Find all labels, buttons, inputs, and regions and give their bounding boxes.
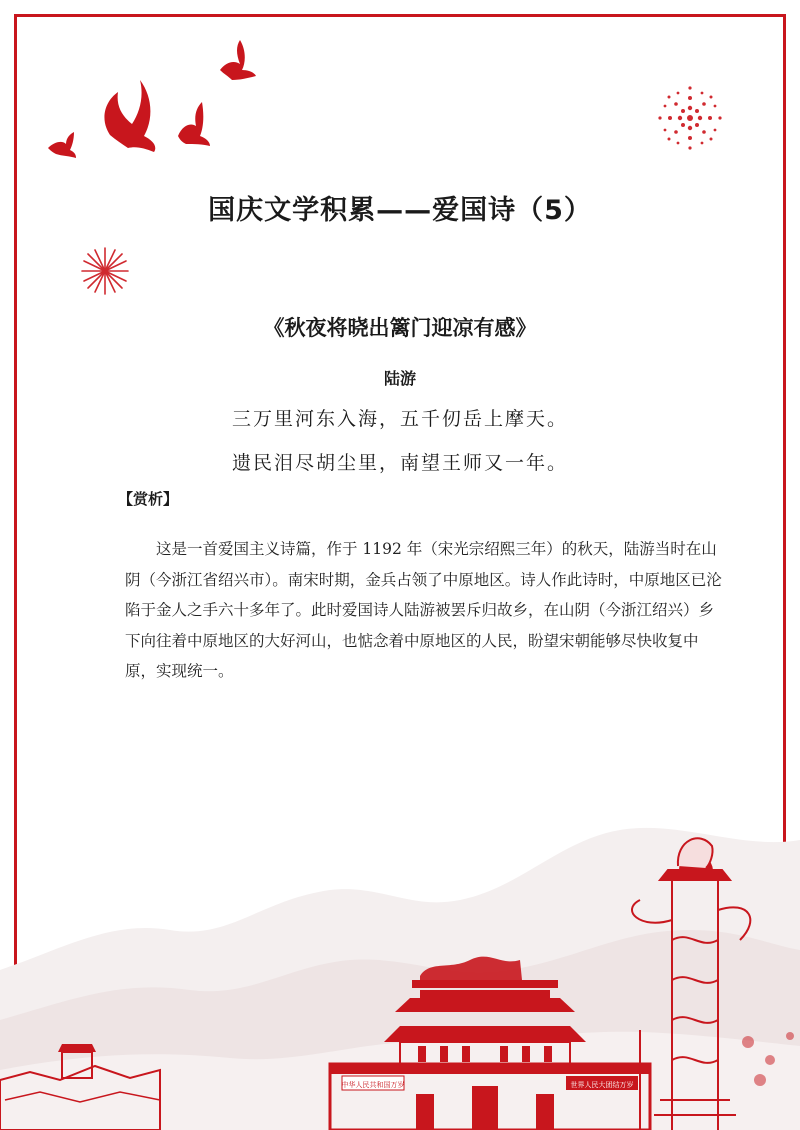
poem-line: 遗民泪尽胡尘里，南望王师又一年。 (231, 452, 568, 474)
poem-author: 陆游 (383, 369, 416, 388)
firework-icon (656, 84, 724, 152)
poem-line: 三万里河东入海，五千仞岳上摩天。 (231, 408, 568, 430)
tiananmen-landscape-illustration (0, 780, 800, 1130)
analysis-paragraph: 这是一首爱国主义诗篇，作于 1192 年（宋光宗绍熙三年）的秋天，陆游当时在山阴（今浙江省绍兴市）。南宋时期，金兵占领了中原地区。诗人作此诗时，中原地区已沦陷于金人之手六十多年了。此时爱国诗人陆游被罢斥归故乡，在山阴（今浙江绍兴）乡下向往着中原地区的大好河山，也惦念着中原地区的人民，盼望宋朝能够尽快收复中原，实现统一。 (125, 540, 722, 680)
starburst-icon (80, 246, 130, 296)
doves-icon (40, 40, 280, 170)
analysis-heading: 【赏析】 (118, 490, 179, 508)
poem-title: 《秋夜将晓出篱门迎凉有感》 (263, 316, 537, 340)
banner-right: 世界人民大团结万岁 (570, 1081, 634, 1089)
page-title: 国庆文学积累——爱国诗（5） (208, 195, 592, 226)
banner-left: 中华人民共和国万岁 (341, 1081, 405, 1089)
